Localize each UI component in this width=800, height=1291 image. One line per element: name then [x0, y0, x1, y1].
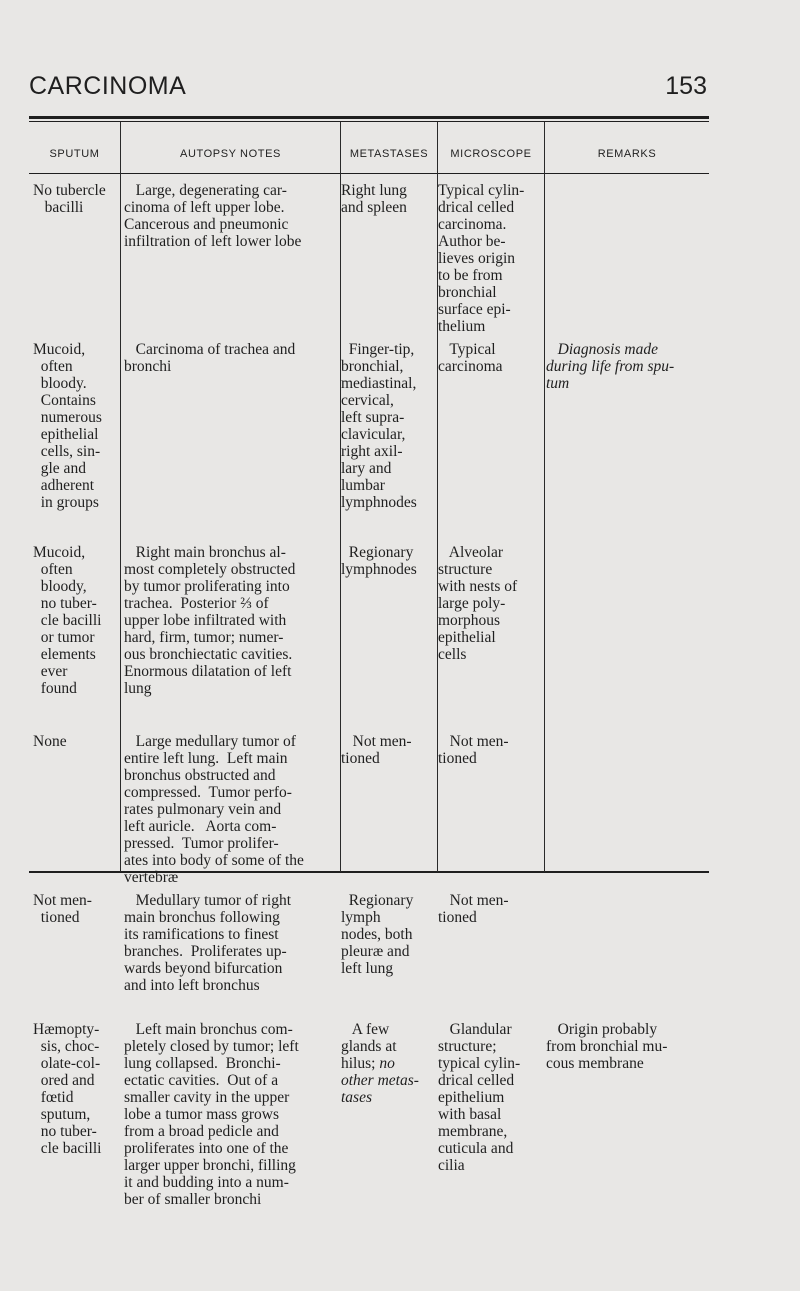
row-1-metastases: Right lung and spleen	[341, 182, 407, 216]
row-6-remarks: Origin probably from bronchial mu- cous membrane	[546, 1021, 668, 1072]
row-4-metastases: Not men- tioned	[341, 733, 412, 767]
row-3-sputum: Mucoid, often bloody, no tuber- cle bacilli or tumor elements ever found	[33, 544, 102, 697]
row-2-metastases: Finger-tip, bronchial, mediastinal, cervical, left supra- clavicular, right axil- lary and lumbar lymphnodes	[341, 341, 417, 511]
header-rule	[29, 173, 709, 174]
column-header-metastases: METASTASES	[349, 148, 429, 160]
row-6-metastases	[341, 1021, 443, 1106]
row-4-microscope: Not men- tioned	[438, 733, 509, 767]
row-2-remarks: Diagnosis made during life from spu- tum	[546, 341, 675, 392]
page-number: 153	[665, 72, 707, 100]
row-6-sputum: Hæmopty- sis, choc- olate-col- ored and fœtid sputum, no tuber- cle bacilli	[33, 1021, 102, 1157]
row-5-autopsy-notes: Medullary tumor of right main bronchus following its ramifications to finest branches. Proliferates up- wards beyond bifurcation and into left bronchus	[124, 892, 292, 994]
row-3-autopsy-notes: Right main bronchus al- most completely obstructed by tumor proliferating into trachea. Posterior ⅔ of upper lobe infiltrated with hard, firm, tumor; numer- ous bronchiectatic cavities. Enormous dilatation of left lung	[124, 544, 296, 697]
row-4-sputum: None	[33, 733, 67, 750]
row-2-autopsy-notes: Carcinoma of trachea and bronchi	[124, 341, 296, 375]
row-5-metastases: Regionary lymph nodes, both pleuræ and left lung	[341, 892, 414, 977]
row-1-sputum: No tubercle bacilli	[33, 182, 106, 216]
column-header-autopsy-notes: AUTOPSY NOTES	[180, 148, 281, 160]
row-4-autopsy-notes: Large medullary tumor of entire left lung. Left main bronchus obstructed and compressed. Tumor perfo- rates pulmonary vein and left auricle. Aorta com- pressed. Tumor prolifer- ates into body of some of the vertebræ	[124, 733, 304, 886]
column-header-microscope: MICROSCOPE	[450, 148, 532, 160]
row-6-metastases-italic-text: no other metas- tases	[341, 1055, 419, 1106]
row-6-autopsy-notes: Left main bronchus com- pletely closed by tumor; left lung collapsed. Bronchi- ectatic cavities. Out of a smaller cavity in the upper lobe a tumor mass grows from a broad pedicle and proliferates into one of the larger upper bronchi, filling it and budding into a num- ber of smaller bronchi	[124, 1021, 299, 1208]
top-rule-thin	[29, 121, 709, 122]
top-rule-thick	[29, 116, 709, 119]
column-header-remarks: REMARKS	[597, 148, 657, 160]
column-header-sputum: SPUTUM	[49, 148, 100, 160]
row-5-microscope: Not men- tioned	[438, 892, 509, 926]
row-5-sputum: Not men- tioned	[33, 892, 92, 926]
row-3-microscope: Alveolar structure with nests of large poly- morphous epithelial cells	[438, 544, 518, 663]
row-3-metastases: Regionary lymphnodes	[341, 544, 417, 578]
row-2-sputum: Mucoid, often bloody. Contains numerous epithelial cells, sin- gle and adherent in groups	[33, 341, 102, 511]
row-2-microscope: Typical carcinoma	[438, 341, 503, 375]
row-1-microscope: Typical cylin- drical celled carcinoma. Author be- lieves origin to be from bronchial surface epi- thelium	[438, 182, 525, 335]
row-1-autopsy-notes: Large, degenerating car- cinoma of left upper lobe. Cancerous and pneumonic infiltration of left lower lobe	[124, 182, 302, 250]
running-title: CARCINOMA	[29, 72, 187, 100]
row-6-metastases-text: A few glands at hilus;	[341, 1021, 397, 1072]
row-6-microscope: Glandular structure; typical cylin- drical celled epithelium with basal membrane, cuticula and cilia	[438, 1021, 521, 1174]
